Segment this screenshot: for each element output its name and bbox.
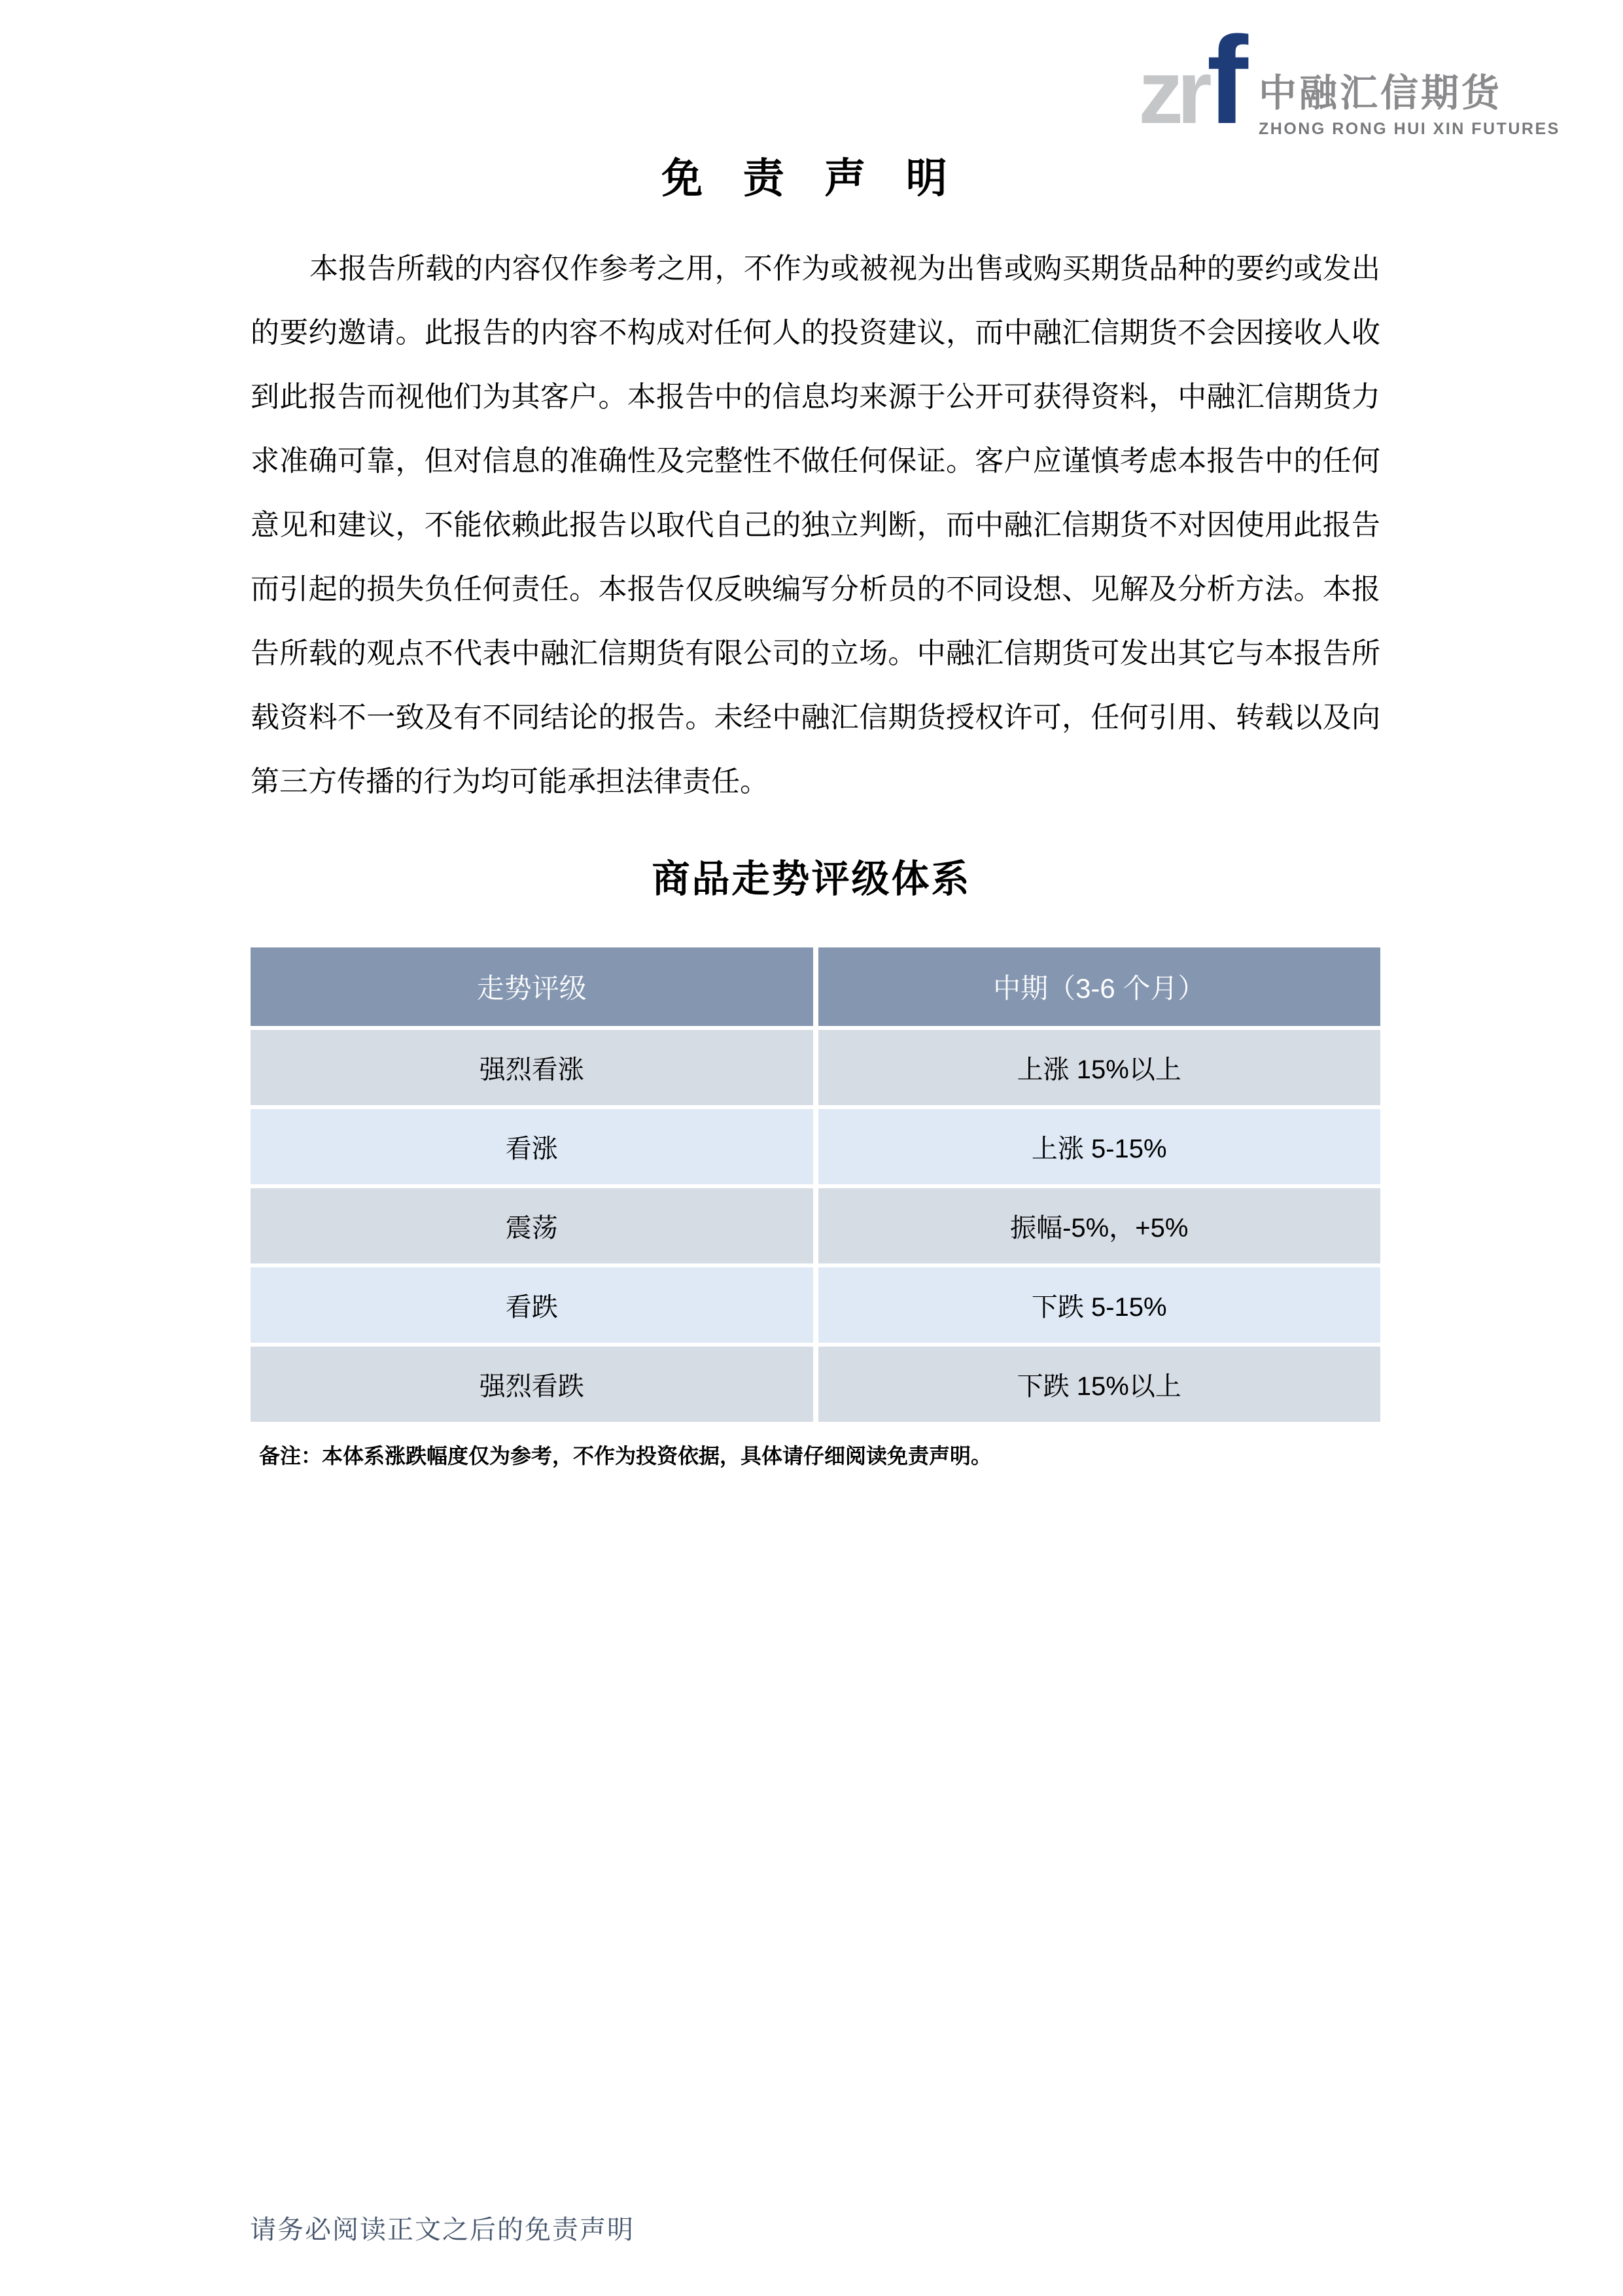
footer-disclaimer-reminder: 请务必阅读正文之后的免责声明: [250, 2216, 635, 2244]
table-cell-range-bull: 上涨 5-15%: [818, 1109, 1381, 1184]
table-cell-range-strong-bear: 下跌 15%以上: [818, 1347, 1381, 1422]
company-name-cn: 中融汇信期货: [1259, 72, 1503, 115]
logo-zrf-mark: [1138, 11, 1248, 150]
table-cell-range-strong-bull: 上涨 15%以上: [818, 1030, 1381, 1105]
page-title: 免 责 声 明: [661, 156, 962, 202]
logo-f-letter: f: [1206, 11, 1248, 150]
company-logo: [1138, 11, 1560, 150]
table-header-midterm: 中期（3-6 个月）: [818, 947, 1381, 1026]
table-cell-range-bear: 下跌 5-15%: [818, 1267, 1381, 1343]
company-name-block: [1259, 72, 1560, 143]
table-cell-rating-bear: 看跌: [251, 1267, 813, 1343]
section-title: 商品走势评级体系: [652, 858, 971, 900]
company-name-en: ZHONG RONG HUI XIN FUTURES: [1259, 120, 1560, 138]
logo-zr-letters: zr: [1138, 42, 1206, 143]
table-cell-rating-strong-bull: 强烈看涨: [251, 1030, 813, 1105]
table-cell-rating-bull: 看涨: [251, 1109, 813, 1184]
disclaimer-paragraph: 本报告所载的内容仅作参考之用，不作为或被视为出售或购买期货品种的要约或发出的要约邀请。此报告的内容不构成对任何人的投资建议，而中融汇信期货不会因接收人收到此报告而视他们为其客户。本报告中的信息均来源于公开可获得资料，中融汇信期货力求准确可靠，但对信息的准确性及完整性不做任何保证。客户应谨慎考虑本报告中的任何意见和建议，不能依赖此报告以取代自己的独立判断，而中融汇信期货不对因使用此报告而引起的损失负任何责任。本报告仅反映编写分析员的不同设想、见解及分析方法。本报告所载的观点不代表中融汇信期货有限公司的立场。中融汇信期货可发出其它与本报告所载资料不一致及有不同结论的报告。未经中融汇信期货授权许可，任何引用、转载以及向第三方传播的行为均可能承担法律责任。: [251, 253, 1380, 798]
table-header-rating: 走势评级: [251, 947, 813, 1026]
table-cell-rating-strong-bear: 强烈看跌: [251, 1347, 813, 1422]
table-note: 备注：本体系涨跌幅度仅为参考，不作为投资依据，具体请仔细阅读免责声明。: [259, 1444, 992, 1468]
table-cell-range-sideways: 振幅-5%，+5%: [818, 1188, 1381, 1263]
rating-table: [251, 947, 1380, 1422]
table-cell-rating-sideways: 震荡: [251, 1188, 813, 1263]
